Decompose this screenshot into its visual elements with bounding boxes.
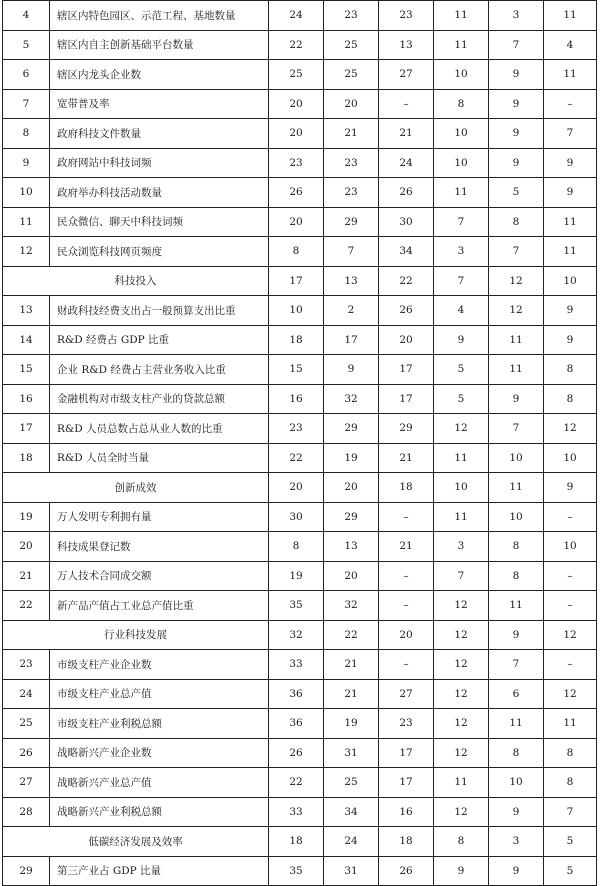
rank-cell: – [544, 502, 597, 532]
table-row [3, 384, 597, 414]
rank-cell: 9 [489, 89, 544, 119]
rank-cell: 7 [324, 237, 379, 267]
table-row [3, 178, 597, 208]
indicator-name: 政府网站中科技词频 [50, 148, 269, 178]
rank-cell: 9 [489, 620, 544, 650]
rank-cell: 32 [269, 620, 324, 650]
indicator-name: R&D 经费占 GDP 比重 [50, 325, 269, 355]
rank-cell: 9 [544, 296, 597, 326]
rank-cell: 21 [379, 532, 434, 562]
rank-cell: 19 [324, 443, 379, 473]
rank-cell: 16 [269, 384, 324, 414]
rank-cell: 26 [269, 178, 324, 208]
indicator-name: 万人技术合同成交额 [50, 561, 269, 591]
table-row [3, 296, 597, 326]
rank-cell: 24 [324, 827, 379, 857]
rank-cell: 25 [324, 30, 379, 60]
rank-cell: 13 [379, 30, 434, 60]
row-number: 27 [3, 768, 50, 798]
rank-cell: 6 [489, 679, 544, 709]
rank-cell: 3 [489, 827, 544, 857]
rank-cell: 3 [489, 1, 544, 31]
rank-cell: 36 [269, 679, 324, 709]
rank-cell: 10 [434, 60, 489, 90]
rank-cell: 10 [434, 148, 489, 178]
rank-cell: 10 [434, 473, 489, 503]
row-number: 26 [3, 738, 50, 768]
rank-cell: 8 [489, 207, 544, 237]
rank-cell: 35 [269, 591, 324, 621]
rank-cell: 22 [269, 768, 324, 798]
row-number: 29 [3, 856, 50, 886]
rank-cell: 11 [434, 178, 489, 208]
rank-cell: 9 [544, 178, 597, 208]
rank-cell: – [379, 561, 434, 591]
table-row [3, 207, 597, 237]
rank-cell: 12 [434, 679, 489, 709]
rank-cell: 10 [544, 266, 597, 296]
rank-cell: 11 [544, 237, 597, 267]
table-body [3, 1, 597, 886]
section-row [3, 620, 597, 650]
rank-cell: 13 [324, 266, 379, 296]
rank-cell: 11 [544, 1, 597, 31]
rank-cell: 7 [489, 414, 544, 444]
row-number: 15 [3, 355, 50, 385]
rank-cell: 27 [379, 60, 434, 90]
indicator-name: 市级支柱产业企业数 [50, 650, 269, 680]
table-row [3, 650, 597, 680]
rank-cell: 9 [489, 384, 544, 414]
row-number: 19 [3, 502, 50, 532]
rank-cell: 30 [379, 207, 434, 237]
rank-cell: 15 [269, 355, 324, 385]
row-number: 10 [3, 178, 50, 208]
rank-cell: 32 [324, 591, 379, 621]
row-number: 23 [3, 650, 50, 680]
table-row [3, 443, 597, 473]
indicator-name: 市级支柱产业利税总额 [50, 709, 269, 739]
row-number: 18 [3, 443, 50, 473]
indicator-name: 万人发明专利拥有量 [50, 502, 269, 532]
rank-cell: – [379, 502, 434, 532]
rank-cell: 20 [269, 119, 324, 149]
row-number: 24 [3, 679, 50, 709]
indicator-name: 辖区内龙头企业数 [50, 60, 269, 90]
rank-cell: 20 [269, 207, 324, 237]
table-row [3, 237, 597, 267]
rank-cell: 22 [379, 266, 434, 296]
rank-cell: 11 [544, 60, 597, 90]
indicator-name: 辖区内特色园区、示范工程、基地数量 [50, 1, 269, 31]
rank-cell: 11 [489, 355, 544, 385]
rank-cell: 12 [434, 650, 489, 680]
rank-cell: 34 [379, 237, 434, 267]
rank-cell: 11 [489, 473, 544, 503]
indicator-name: 第三产业占 GDP 比量 [50, 856, 269, 886]
rank-cell: 9 [544, 325, 597, 355]
rank-cell: 12 [434, 738, 489, 768]
indicator-name: 政府举办科技活动数量 [50, 178, 269, 208]
rank-cell: 8 [489, 561, 544, 591]
rank-cell: 20 [379, 325, 434, 355]
rank-cell: 23 [379, 1, 434, 31]
rank-cell: 7 [544, 797, 597, 827]
indicator-name: 财政科技经费支出占一般预算支出比重 [50, 296, 269, 326]
section-title: 创新成效 [3, 473, 269, 503]
rank-cell: 7 [489, 30, 544, 60]
rank-cell: 11 [434, 30, 489, 60]
row-number: 12 [3, 237, 50, 267]
indicator-name: R&D 人员总数占总从业人数的比重 [50, 414, 269, 444]
rank-cell: 26 [379, 178, 434, 208]
row-number: 21 [3, 561, 50, 591]
rank-cell: 5 [544, 827, 597, 857]
table-row [3, 797, 597, 827]
rank-cell: 17 [324, 325, 379, 355]
rank-cell: 11 [434, 502, 489, 532]
rank-cell: 8 [489, 532, 544, 562]
indicator-name: R&D 人员全时当量 [50, 443, 269, 473]
indicator-name: 战略新兴产业总产值 [50, 768, 269, 798]
indicator-name: 新产品产值占工业总产值比重 [50, 591, 269, 621]
row-number: 14 [3, 325, 50, 355]
section-title: 行业科技发展 [3, 620, 269, 650]
rank-cell: 3 [434, 237, 489, 267]
rank-cell: 10 [489, 443, 544, 473]
rank-cell: 33 [269, 650, 324, 680]
rank-cell: 12 [434, 709, 489, 739]
rank-cell: 18 [269, 325, 324, 355]
rank-cell: 23 [269, 414, 324, 444]
rank-cell: 9 [434, 856, 489, 886]
rank-cell: 5 [544, 856, 597, 886]
rank-cell: 26 [269, 738, 324, 768]
row-number: 25 [3, 709, 50, 739]
row-number: 6 [3, 60, 50, 90]
ranking-table [2, 0, 597, 886]
rank-cell: 31 [324, 738, 379, 768]
table-row [3, 532, 597, 562]
table-row [3, 768, 597, 798]
rank-cell: 20 [324, 89, 379, 119]
rank-cell: 7 [434, 266, 489, 296]
rank-cell: – [544, 89, 597, 119]
section-row [3, 473, 597, 503]
rank-cell: 23 [324, 148, 379, 178]
indicator-name: 民众微信、聊天中科技词频 [50, 207, 269, 237]
rank-cell: 25 [269, 60, 324, 90]
indicator-name: 战略新兴产业企业数 [50, 738, 269, 768]
rank-cell: 7 [489, 650, 544, 680]
rank-cell: 7 [434, 561, 489, 591]
rank-cell: 29 [324, 502, 379, 532]
rank-cell: 21 [324, 650, 379, 680]
table-row [3, 89, 597, 119]
indicator-name: 政府科技文件数量 [50, 119, 269, 149]
section-row [3, 827, 597, 857]
rank-cell: 17 [379, 384, 434, 414]
rank-cell: 20 [324, 561, 379, 591]
rank-cell: 32 [324, 384, 379, 414]
rank-cell: 18 [269, 827, 324, 857]
indicator-name: 企业 R&D 经费占主营业务收入比重 [50, 355, 269, 385]
rank-cell: 9 [544, 473, 597, 503]
indicator-name: 科技成果登记数 [50, 532, 269, 562]
rank-cell: 9 [489, 148, 544, 178]
row-number: 7 [3, 89, 50, 119]
rank-cell: 7 [489, 237, 544, 267]
row-number: 8 [3, 119, 50, 149]
indicator-name: 民众浏览科技网页频度 [50, 237, 269, 267]
rank-cell: 19 [269, 561, 324, 591]
rank-cell: 30 [269, 502, 324, 532]
rank-cell: 10 [544, 443, 597, 473]
rank-cell: 12 [434, 797, 489, 827]
rank-cell: 17 [379, 768, 434, 798]
rank-cell: 36 [269, 709, 324, 739]
rank-cell: 5 [489, 178, 544, 208]
rank-cell: 24 [269, 1, 324, 31]
rank-cell: 13 [324, 532, 379, 562]
rank-cell: 10 [269, 296, 324, 326]
rank-cell: 18 [379, 473, 434, 503]
rank-cell: 21 [324, 119, 379, 149]
rank-cell: 9 [489, 856, 544, 886]
rank-cell: 12 [489, 296, 544, 326]
rank-cell: 23 [269, 148, 324, 178]
rank-cell: 9 [544, 148, 597, 178]
indicator-name: 宽带普及率 [50, 89, 269, 119]
rank-cell: 21 [379, 119, 434, 149]
row-number: 9 [3, 148, 50, 178]
row-number: 17 [3, 414, 50, 444]
rank-cell: 12 [434, 620, 489, 650]
table-row [3, 30, 597, 60]
row-number: 16 [3, 384, 50, 414]
table-row [3, 709, 597, 739]
rank-cell: 4 [544, 30, 597, 60]
rank-cell: 20 [269, 473, 324, 503]
rank-cell: 10 [434, 119, 489, 149]
rank-cell: 25 [324, 768, 379, 798]
rank-cell: 5 [434, 384, 489, 414]
rank-cell: 10 [489, 768, 544, 798]
rank-cell: 10 [489, 502, 544, 532]
rank-cell: 22 [269, 443, 324, 473]
table-row [3, 1, 597, 31]
table-row [3, 60, 597, 90]
rank-cell: 29 [324, 414, 379, 444]
rank-cell: 21 [379, 443, 434, 473]
rank-cell: 11 [544, 207, 597, 237]
rank-cell: 11 [434, 768, 489, 798]
table-row [3, 561, 597, 591]
rank-cell: – [544, 591, 597, 621]
rank-cell: 29 [324, 207, 379, 237]
rank-cell: 8 [434, 89, 489, 119]
row-number: 13 [3, 296, 50, 326]
rank-cell: 8 [544, 355, 597, 385]
rank-cell: 11 [489, 325, 544, 355]
rank-cell: 8 [544, 738, 597, 768]
rank-cell: 12 [544, 679, 597, 709]
table-row [3, 119, 597, 149]
row-number: 20 [3, 532, 50, 562]
rank-cell: 24 [379, 148, 434, 178]
rank-cell: 26 [379, 296, 434, 326]
rank-cell: 21 [324, 679, 379, 709]
rank-cell: – [544, 650, 597, 680]
rank-cell: 31 [324, 856, 379, 886]
rank-cell: 12 [489, 266, 544, 296]
rank-cell: 7 [434, 207, 489, 237]
section-title: 科技投入 [3, 266, 269, 296]
indicator-name: 市级支柱产业总产值 [50, 679, 269, 709]
rank-cell: 33 [269, 797, 324, 827]
rank-cell: 8 [544, 768, 597, 798]
rank-cell: 22 [324, 620, 379, 650]
rank-cell: 8 [544, 384, 597, 414]
rank-cell: 35 [269, 856, 324, 886]
rank-cell: 26 [379, 856, 434, 886]
indicator-name: 战略新兴产业利税总额 [50, 797, 269, 827]
table-row [3, 414, 597, 444]
rank-cell: 9 [489, 797, 544, 827]
section-row [3, 266, 597, 296]
rank-cell: – [544, 561, 597, 591]
rank-cell: – [379, 650, 434, 680]
rank-cell: 19 [324, 709, 379, 739]
rank-cell: 8 [489, 738, 544, 768]
rank-cell: 7 [544, 119, 597, 149]
rank-cell: 34 [324, 797, 379, 827]
row-number: 22 [3, 591, 50, 621]
table-row [3, 325, 597, 355]
indicator-name: 金融机构对市级支柱产业的贷款总额 [50, 384, 269, 414]
row-number: 28 [3, 797, 50, 827]
rank-cell: 12 [434, 414, 489, 444]
indicator-name: 辖区内自主创新基础平台数量 [50, 30, 269, 60]
rank-cell: 23 [324, 178, 379, 208]
table-row [3, 856, 597, 886]
table-row [3, 502, 597, 532]
rank-cell: 12 [544, 620, 597, 650]
rank-cell: 17 [379, 355, 434, 385]
table-row [3, 148, 597, 178]
rank-cell: 20 [324, 473, 379, 503]
rank-cell: 8 [269, 237, 324, 267]
rank-cell: 16 [379, 797, 434, 827]
rank-cell: 8 [269, 532, 324, 562]
section-title: 低碳经济发展及效率 [3, 827, 269, 857]
rank-cell: 18 [379, 827, 434, 857]
rank-cell: – [379, 591, 434, 621]
rank-cell: 8 [434, 827, 489, 857]
rank-cell: 17 [379, 738, 434, 768]
rank-cell: 20 [269, 89, 324, 119]
rank-cell: 9 [489, 119, 544, 149]
rank-cell: 9 [434, 325, 489, 355]
rank-cell: 20 [379, 620, 434, 650]
rank-cell: 23 [379, 709, 434, 739]
rank-cell: 27 [379, 679, 434, 709]
rank-cell: 25 [324, 60, 379, 90]
rank-cell: 9 [489, 60, 544, 90]
rank-cell: – [379, 89, 434, 119]
rank-cell: 29 [379, 414, 434, 444]
rank-cell: 11 [434, 443, 489, 473]
rank-cell: 9 [324, 355, 379, 385]
table-row [3, 591, 597, 621]
table-row [3, 355, 597, 385]
rank-cell: 11 [434, 1, 489, 31]
rank-cell: 17 [269, 266, 324, 296]
rank-cell: 23 [324, 1, 379, 31]
rank-cell: 22 [269, 30, 324, 60]
rank-cell: 3 [434, 532, 489, 562]
rank-cell: 11 [489, 591, 544, 621]
rank-cell: 11 [544, 709, 597, 739]
rank-cell: 11 [489, 709, 544, 739]
rank-cell: 5 [434, 355, 489, 385]
rank-cell: 2 [324, 296, 379, 326]
rank-cell: 10 [544, 532, 597, 562]
rank-cell: 12 [544, 414, 597, 444]
table-row [3, 738, 597, 768]
row-number: 11 [3, 207, 50, 237]
rank-cell: 4 [434, 296, 489, 326]
table-row [3, 679, 597, 709]
rank-cell: 12 [434, 591, 489, 621]
row-number: 5 [3, 30, 50, 60]
row-number: 4 [3, 1, 50, 31]
